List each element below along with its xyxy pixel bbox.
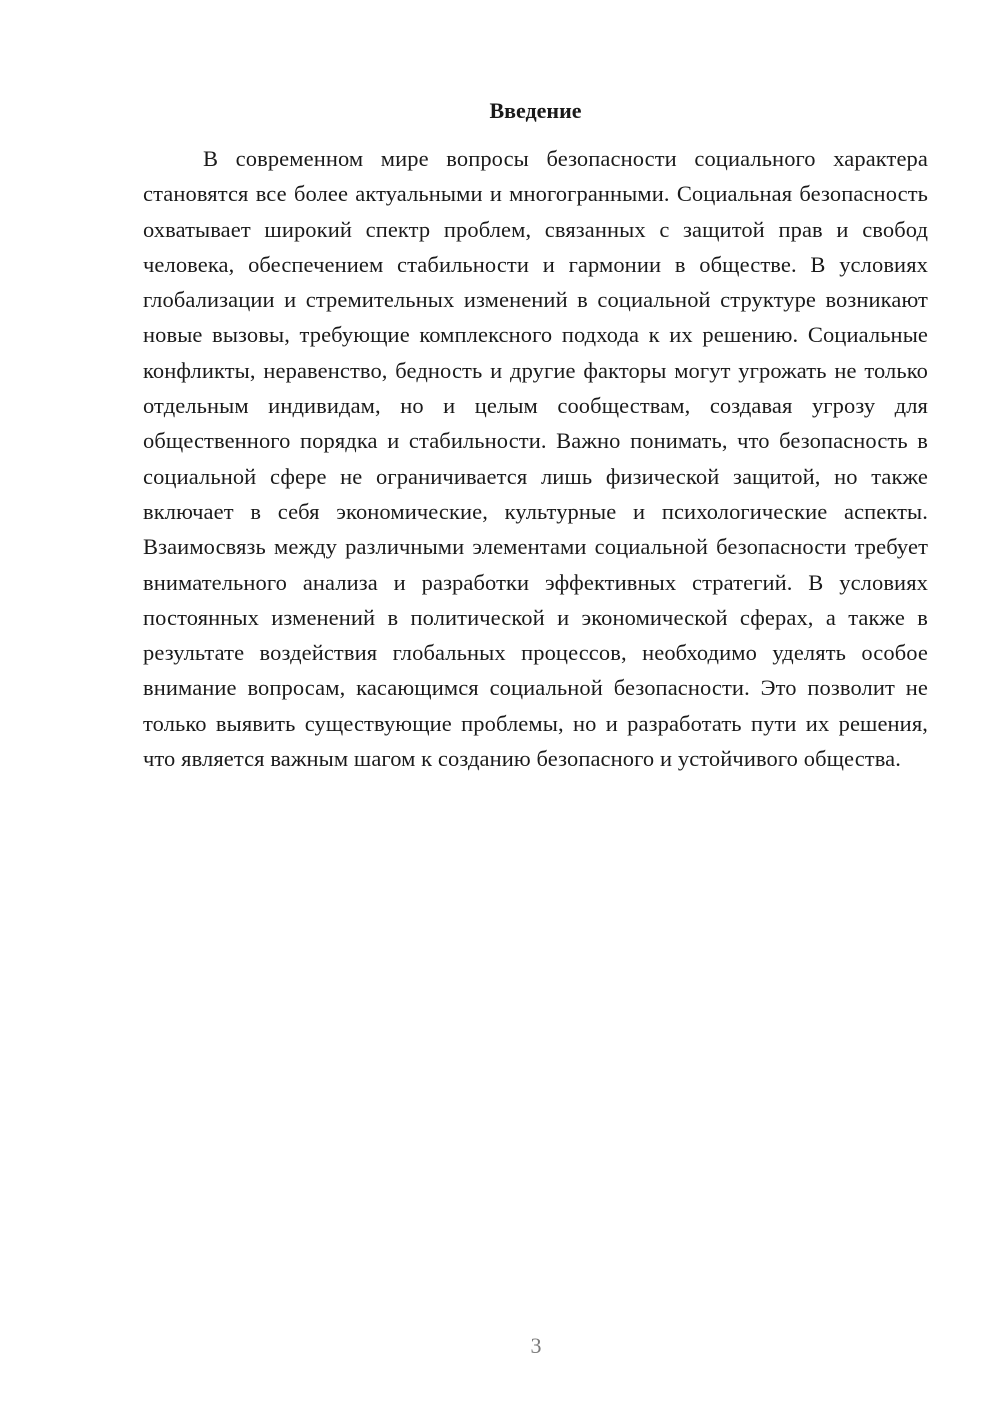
page-number: 3	[530, 1333, 542, 1358]
section-heading: Введение	[489, 98, 582, 123]
body-paragraph: В современном мире вопросы безопасности социального характера становятся все более актуальными и многогранными. Социальная безопасность охватывает широкий спектр проблем, связанных с защитой прав и свобод человека, обеспечением стабильности и гармонии в обществе. В условиях глобализации и стремительных изменений в социальной структуре возникают новые вызовы, требующие комплексного подхода к их решению. Социальные конфликты, неравенство, бедность и другие факторы могут угрожать не только отдельным индивидам, но и целым сообществам, создавая угрозу для общественного порядка и стабильности. Важно понимать, что безопасность в социальной сфере не ограничивается лишь физической защитой, но также включает в себя экономические, культурные и психологические аспекты. Взаимосвязь между различными элементами социальной безопасности требует внимательного анализа и разработки эффективных стратегий. В условиях постоянных изменений в политической и экономической сферах, а также в результате воздействия глобальных процессов, необходимо уделять особое внимание вопросам, касающимся социальной безопасности. Это позволит не только выявить существующие проблемы, но и разработать пути их решения, что является важным шагом к созданию безопасного и устойчивого общества.	[143, 146, 928, 772]
